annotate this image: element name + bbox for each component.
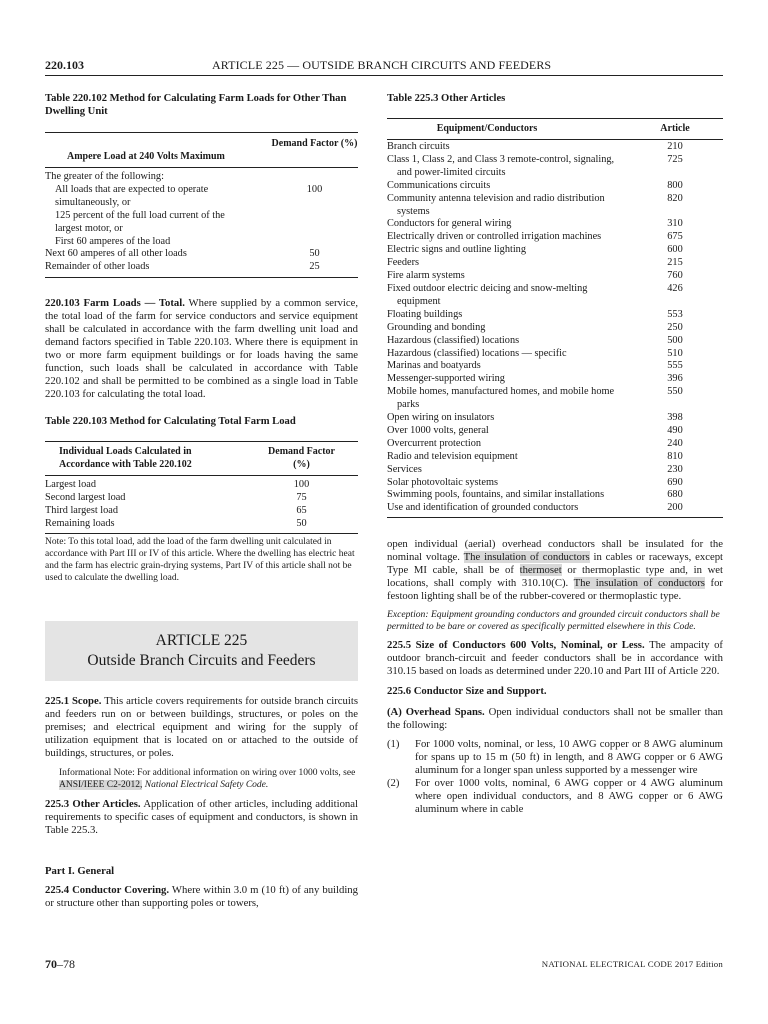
page-number [45, 957, 75, 972]
table-cell: 396 [667, 373, 683, 385]
section-225-6-heading: 225.6 Conductor Size and Support. [387, 684, 547, 697]
section-text: open individual (aerial) overhead conductors shall be insulated for the nominal voltage. [387, 538, 723, 564]
table-row [45, 248, 358, 261]
table-cell: Remaining loads [45, 517, 115, 529]
section-heading: 225.4 Conductor Covering. [45, 884, 170, 897]
table-cell: 820 [667, 192, 683, 204]
table-cell: 250 [667, 321, 683, 333]
table-row [387, 438, 723, 451]
table-cell: 50 [296, 517, 307, 529]
table-rule [387, 118, 723, 119]
table-cell: Remainder of other loads [45, 261, 150, 273]
article-heading-box [45, 621, 358, 681]
table-cell: Mobile homes, manufactured homes, and mobile home parks [387, 386, 615, 411]
informational-note [45, 767, 358, 791]
table-cell: Hazardous (classified) locations [387, 334, 520, 346]
table-cell: 555 [667, 360, 683, 372]
section-text: Where within 3.0 m (10 ft) of any building or structure other than supporting poles or towers, [45, 884, 358, 910]
table-cell: 25 [309, 261, 320, 273]
page-number-suffix: –78 [57, 957, 75, 971]
table-225-3-title: Table 225.3 Other Articles [387, 93, 506, 104]
highlighted-reference: ANSI/IEEE C2-2012, [59, 779, 143, 790]
table-rule [387, 139, 723, 140]
note-citation: National Electrical Safety Code. [144, 779, 269, 790]
table-cell: Solar photovoltaic systems [387, 476, 498, 488]
table-cell: Conductors for general wiring [387, 218, 512, 230]
table-rule [45, 277, 358, 278]
section-225-3 [45, 798, 358, 837]
table-cell: 100 [306, 183, 323, 195]
section-heading: (A) Overhead Spans. [387, 705, 485, 718]
table-cell: Use and identification of grounded conductors [387, 502, 579, 514]
list-text: For 1000 volts, nominal, or less, 10 AWG copper or 8 AWG aluminum for spans up to 15 m (50 ft) in length, and 8 AWG copper or 6 AWG aluminum for a longer span unless supported by a messenger wire [415, 737, 723, 776]
table-cell: 490 [667, 424, 683, 436]
table-cell: The greater of the following: [45, 171, 164, 182]
table-row [45, 261, 358, 274]
table-cell: Marinas and boatyards [387, 360, 481, 372]
table-cell: 500 [667, 334, 683, 346]
list-text: For over 1000 volts, nominal, 6 AWG copper or 4 AWG aluminum where open individual conductors, and 8 AWG copper or 6 AWG aluminum where in cable [415, 776, 723, 815]
table-header-cell [45, 445, 245, 471]
table-cell: largest motor, or [55, 222, 123, 234]
table-cell: 810 [667, 450, 683, 462]
table-cell: 50 [309, 248, 320, 260]
table-row [387, 464, 723, 477]
table-cell: 550 [667, 386, 683, 398]
table-cell: 125 percent of the full load current of the [55, 209, 225, 221]
table-rule [45, 132, 358, 133]
table-header-line: Demand Factor [268, 446, 335, 458]
highlighted-text: thermoset [519, 564, 562, 577]
table-row [387, 257, 723, 270]
table-cell: Community antenna television and radio distribution systems [387, 192, 605, 217]
table-header-cell: Ampere Load at 240 Volts Maximum [67, 151, 225, 162]
table-row [387, 477, 723, 490]
table-row [387, 231, 723, 244]
table-rule [387, 517, 723, 518]
table-row [387, 386, 723, 412]
table-header-cell: Article [660, 123, 690, 134]
section-text: The ampacity of outdoor branch-circuit and feeder conductors shall be in accordance with 310.15 based on loads as determined under 220.10 and Part III of Article 220. [387, 638, 723, 677]
table-cell: 760 [667, 270, 683, 282]
table-row [387, 322, 723, 335]
section-heading: 225.1 Scope. [45, 694, 102, 707]
table-header-cell [245, 445, 358, 471]
table-header-line: (%) [293, 459, 310, 471]
section-225-6-a [387, 706, 723, 732]
section-text: Where supplied by a common service, the total load of the farm for service conductors and service equipment shall be calculated in accordance with the farm dwelling unit load and demand factors specified in Table 220.103. Where there is equipment in two or more farm equipment buildings or for loads having the same function, such loads shall be calculated in accordance with Table 220.102 and shall be permitted to be combined as a single load in Table 220.103 for calculating the total load. [45, 297, 358, 401]
part-heading: Part I. General [45, 865, 115, 878]
table-220-102-title: Table 220.102 Method for Calculating Farm Loads for Other Than Dwelling Unit [45, 93, 347, 117]
table-row [45, 479, 358, 492]
table-cell: Hazardous (classified) locations — specific [387, 347, 567, 359]
table-header-cell: Demand Factor (%) [271, 138, 358, 149]
section-225-4 [45, 884, 358, 910]
table-note: Note: To this total load, add the load of the farm dwelling unit calculated in accordance with Part III or IV of this article. Where the dwelling has electric heat and the farm has electric grain-drying systems, Part IV of this article shall not be used to calculate the dwelling load. [45, 536, 355, 584]
table-cell: 240 [667, 437, 683, 449]
table-row [387, 141, 723, 154]
table-cell: 100 [293, 479, 310, 491]
table-cell: simultaneously, or [55, 196, 131, 208]
table-cell: Radio and television equipment [387, 450, 518, 462]
table-row [387, 244, 723, 257]
table-row [45, 197, 358, 210]
table-cell [271, 236, 358, 249]
table-row [387, 425, 723, 438]
table-cell: 426 [667, 282, 683, 294]
table-cell: Class 1, Class 2, and Class 3 remote-control, signaling, and power-limited circuits [387, 153, 615, 178]
table-header-line: Accordance with Table 220.102 [59, 459, 192, 471]
list-item [387, 777, 723, 816]
section-225-5 [387, 639, 723, 678]
list-number: (2) [387, 776, 400, 789]
table-cell: 675 [667, 231, 683, 243]
table-row [45, 171, 358, 184]
table-cell: 200 [667, 502, 683, 514]
table-225-3-body [387, 141, 723, 515]
table-cell: Largest load [45, 479, 96, 491]
table-cell: Next 60 amperes of all other loads [45, 248, 187, 260]
section-heading: 225.5 Size of Conductors 600 Volts, Nominal, or Less. [387, 638, 645, 651]
table-cell [271, 223, 358, 236]
table-cell: All loads that are expected to operate [55, 183, 209, 195]
table-cell [271, 171, 358, 184]
table-row [387, 348, 723, 361]
section-225-1 [45, 695, 358, 760]
table-cell: Swimming pools, fountains, and similar installations [387, 489, 605, 501]
section-225-4-continued [387, 538, 723, 603]
table-cell: Services [387, 463, 422, 475]
table-cell: 510 [667, 347, 683, 359]
table-row [45, 223, 358, 236]
table-row [45, 184, 358, 197]
table-row [387, 489, 723, 502]
left-column [45, 90, 358, 910]
highlighted-text: The insulation of conductors [463, 551, 590, 564]
table-row [45, 492, 358, 505]
table-row [387, 180, 723, 193]
table-rule [45, 533, 358, 534]
table-220-103-title: Table 220.103 Method for Calculating Total Farm Load [45, 416, 296, 428]
table-cell: Fixed outdoor electric deicing and snow-melting equipment [387, 282, 588, 307]
table-cell: Over 1000 volts, general [387, 424, 489, 436]
table-row [387, 502, 723, 515]
table-cell: Electrically driven or controlled irrigation machines [387, 231, 602, 243]
table-cell: Overcurrent protection [387, 437, 482, 449]
table-cell: Fire alarm systems [387, 270, 465, 282]
table-cell: 600 [667, 244, 683, 256]
table-row [45, 210, 358, 223]
table-cell: Communications circuits [387, 179, 491, 191]
requirements-list [387, 738, 723, 816]
table-cell: 553 [667, 308, 683, 320]
table-row [387, 412, 723, 425]
table-cell: 725 [667, 153, 683, 165]
table-cell: First 60 amperes of the load [55, 235, 171, 247]
table-row [45, 518, 358, 531]
table-cell: Electric signs and outline lighting [387, 244, 526, 256]
running-header-title: ARTICLE 225 — OUTSIDE BRANCH CIRCUITS AND FEEDERS [212, 58, 552, 72]
table-cell: Open wiring on insulators [387, 412, 495, 424]
section-text: in cables or raceways, except Type MI cable, shall be of [387, 551, 724, 577]
table-225-3-header [387, 122, 723, 135]
section-text: Application of other articles, including additional requirements to specific cases of equipment and conductors, is shown in Table 225.3. [45, 798, 358, 837]
table-cell: 215 [667, 257, 683, 269]
section-heading: 220.103 Farm Loads — Total. [45, 297, 185, 310]
note-text: Informational Note: For additional information on wiring over 1000 volts, see [59, 767, 356, 778]
highlighted-text: The insulation of conductors [573, 577, 705, 590]
table-cell: Grounding and bonding [387, 321, 486, 333]
table-220-102-header [45, 137, 358, 163]
table-cell [271, 197, 358, 210]
table-row [387, 309, 723, 322]
table-cell: 398 [667, 412, 683, 424]
right-column [387, 90, 723, 816]
table-cell: 680 [667, 489, 683, 501]
article-number: ARTICLE 225 [155, 631, 248, 649]
table-cell: 75 [296, 492, 307, 504]
table-cell: Messenger-supported wiring [387, 373, 505, 385]
exception-note: Exception: Equipment grounding conductors and grounded circuit conductors shall be permitted to be bare or covered as specifically permitted elsewhere in this Code. [387, 609, 720, 633]
section-text: This article covers requirements for outside branch circuits and feeders run on or between buildings, structures, or poles on the premises; and electrical equipment and wiring for the supply of utilization equipment that is located on or attached to the outside of buildings, structures, or poles. [45, 694, 358, 759]
table-row [387, 451, 723, 464]
table-cell: 230 [667, 463, 683, 475]
section-text: for festoon lighting shall be of the rubber-covered or thermoplastic type. [387, 577, 723, 603]
section-text: Open individual conductors shall not be smaller than the following: [387, 705, 723, 731]
table-row [387, 373, 723, 386]
list-item [387, 738, 723, 777]
table-cell: Second largest load [45, 492, 126, 504]
table-row [387, 360, 723, 373]
section-text: or thermoplastic type and, in wet locations, shall comply with 310.10(C). [387, 564, 723, 590]
table-cell: 210 [667, 141, 683, 152]
table-row [45, 505, 358, 518]
table-cell: Branch circuits [387, 141, 450, 152]
page-number-bold: 70 [45, 957, 57, 971]
table-row [387, 335, 723, 348]
table-cell: 310 [667, 218, 683, 230]
table-rule [45, 441, 358, 442]
header-rule [45, 75, 723, 76]
edition-footer: NATIONAL ELECTRICAL CODE 2017 Edition [541, 959, 723, 969]
table-row [387, 283, 723, 309]
table-header-line: Individual Loads Calculated in [59, 446, 192, 458]
table-cell: Feeders [387, 257, 420, 269]
table-header-cell: Equipment/Conductors [436, 123, 538, 134]
running-header-section: 220.103 [45, 58, 84, 72]
list-number: (1) [387, 737, 400, 750]
section-220-103 [45, 297, 358, 401]
table-220-103-body [45, 479, 358, 531]
table-cell: 800 [667, 179, 683, 191]
table-row [387, 270, 723, 283]
table-row [387, 218, 723, 231]
table-cell: 690 [667, 476, 683, 488]
table-rule [45, 167, 358, 168]
table-row [45, 236, 358, 249]
table-row [387, 193, 723, 219]
table-cell [271, 210, 358, 223]
table-cell: Third largest load [45, 505, 119, 517]
table-220-102-body [45, 171, 358, 274]
table-row [387, 154, 723, 180]
article-title: Outside Branch Circuits and Feeders [87, 651, 316, 669]
table-cell: Floating buildings [387, 308, 463, 320]
table-220-103-header [45, 445, 358, 471]
section-heading: 225.3 Other Articles. [45, 798, 141, 811]
table-rule [45, 475, 358, 476]
table-cell: 65 [296, 505, 307, 517]
